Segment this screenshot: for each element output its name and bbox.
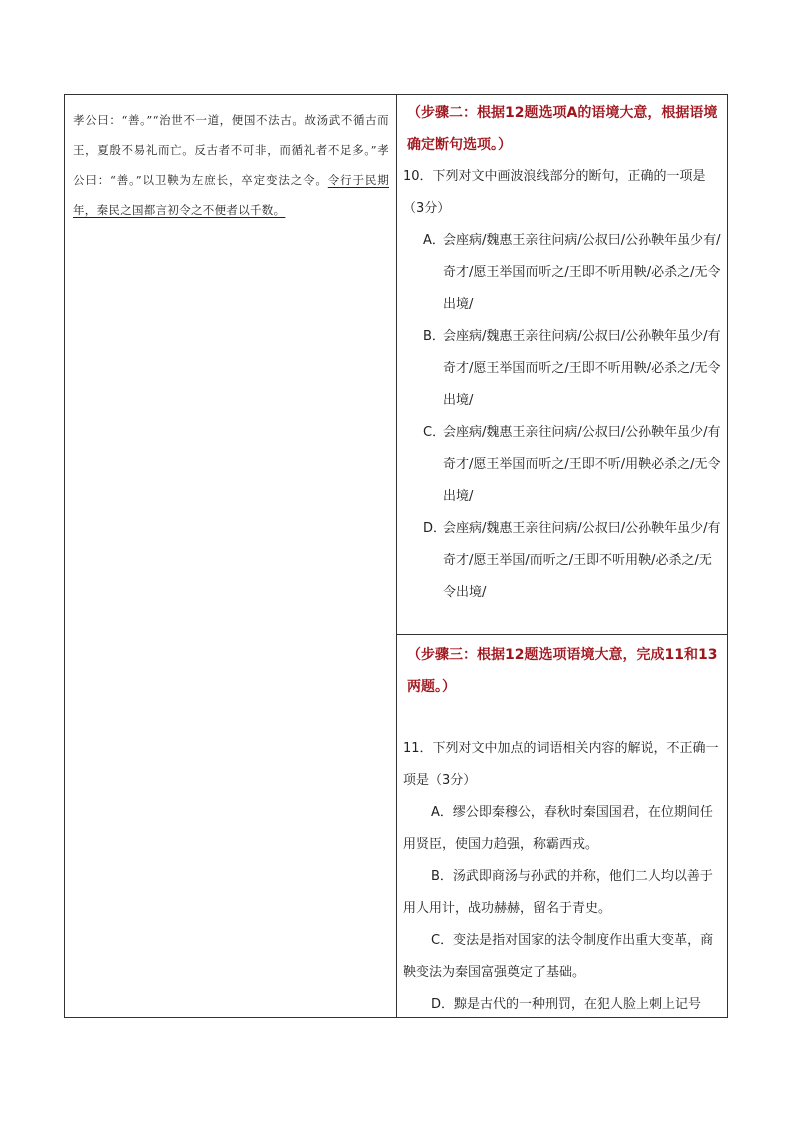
question-10: 10．下列对文中画波浪线部分的断句，正确的一项是（3分） bbox=[403, 169, 706, 216]
left-column bbox=[65, 95, 397, 1017]
step2-cell bbox=[397, 95, 727, 635]
option-text: 会座病/魏惠王亲往问病/公叔曰/公孙鞅年虽少/有奇才/愿王举国而听之/王即不听/用鞅必杀之/无令出境/ bbox=[443, 425, 721, 504]
question-10-options bbox=[423, 225, 721, 609]
option-text: 会座病/魏惠王亲往问病/公叔曰/公孙鞅年虽少/有奇才/愿王举国/而听之/王即不听用鞅/必杀之/无令出境/ bbox=[443, 521, 721, 600]
option-a bbox=[423, 225, 721, 321]
question-11-options bbox=[403, 797, 721, 1017]
question-11: 11．下列对文中加点的词语相关内容的解说，不正确一项是（3分） bbox=[403, 741, 719, 788]
right-column bbox=[397, 95, 727, 1017]
step2-heading: （步骤二：根据12题选项A的语境大意，根据语境确定断句选项。） bbox=[407, 105, 718, 153]
option-b: B．汤武即商汤与孙武的并称，他们二人均以善于用人用计，战功赫赫，留名于青史。 bbox=[403, 869, 713, 916]
option-b bbox=[423, 321, 721, 417]
option-d: D．黥是古代的一种刑罚，在犯人脸上刺上记号 bbox=[431, 997, 702, 1012]
option-label: A． bbox=[423, 233, 445, 248]
option-label: D． bbox=[423, 521, 447, 536]
step3-cell bbox=[397, 635, 727, 1017]
document-table bbox=[64, 94, 728, 1018]
option-c: C．变法是指对国家的法令制度作出重大变革，商鞅变法为秦国富强奠定了基础。 bbox=[403, 933, 714, 980]
option-text: 会座病/魏惠王亲往问病/公叔曰/公孙鞅年虽少/有奇才/愿王举国而听之/王即不听用鞅/必杀之/无令出境/ bbox=[443, 329, 721, 408]
passage-excerpt bbox=[73, 105, 389, 225]
option-c bbox=[423, 417, 721, 513]
option-label: C． bbox=[423, 425, 446, 440]
passage-underlined-text: 令行于民期年，秦民之国都言初令之不便者以千数。 bbox=[73, 173, 390, 217]
option-label: B． bbox=[423, 329, 445, 344]
option-d bbox=[423, 513, 721, 609]
option-text: 会座病/魏惠王亲往问病/公叔曰/公孙鞅年虽少有/奇才/愿王举国而听之/王即不听用鞅/必杀之/无令出境/ bbox=[443, 233, 721, 312]
passage-text: 孝公曰：“善。”“治世不一道，便国不法古。故汤武不循古而王，夏殷不易礼而亡。反古者不可非，而循礼者不足多。”孝公曰：“善。”以卫鞅为左庶长，卒定变法之令。 bbox=[73, 113, 389, 187]
option-a: A．缪公即秦穆公，春秋时秦国国君，在位期间任用贤臣，使国力趋强，称霸西戎。 bbox=[403, 805, 713, 852]
step3-heading: （步骤三：根据12题选项语境大意，完成11和13两题。） bbox=[407, 647, 718, 695]
